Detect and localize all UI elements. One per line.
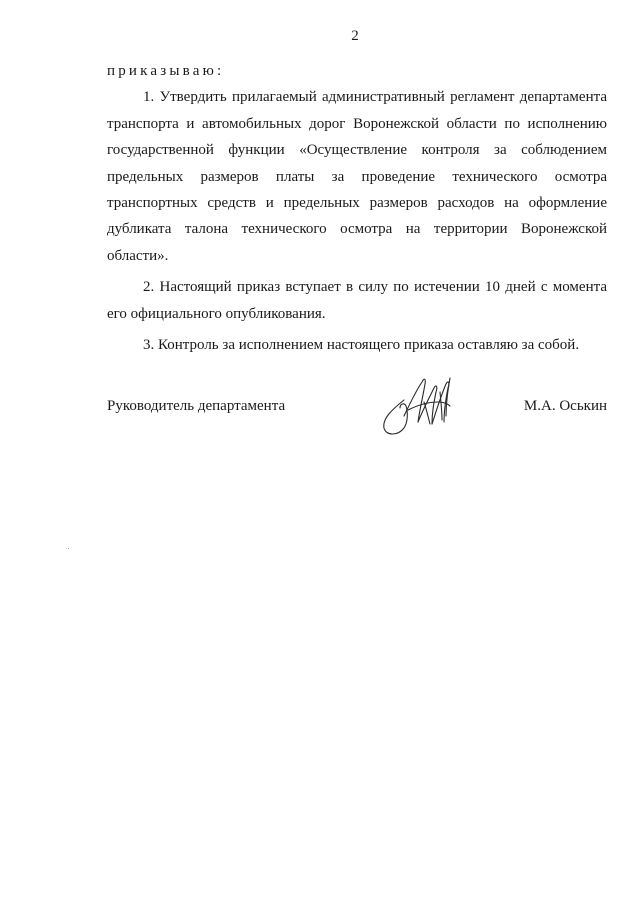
paragraph-3: 3. Контроль за исполнением настоящего приказа оставляю за собой. bbox=[143, 337, 580, 354]
handwritten-signature-icon bbox=[378, 372, 460, 438]
scan-speck bbox=[68, 548, 69, 549]
document-body bbox=[107, 58, 607, 358]
signatory-title: Руководитель департамента bbox=[107, 398, 286, 414]
paragraph-1: 1. Утвердить прилагаемый административный регламент департамента транспорта и автомобильных дорог Воронежской области по исполнению государственной функции «Осуществление контроля за соблюдением предельных размеров платы за проведение технического осмотра транспортных средств и предельных размеров расходов на оформление дубликата талона технического осмотра на территории Воронежской области». bbox=[107, 89, 607, 264]
signature-block bbox=[107, 398, 607, 428]
order-heading: приказываю: bbox=[107, 63, 225, 79]
page-number: 2 bbox=[351, 28, 359, 44]
signatory-name: М.А. Оськин bbox=[523, 398, 607, 414]
paragraph-2: 2. Настоящий приказ вступает в силу по истечении 10 дней с момента его официального опубликования. bbox=[107, 279, 607, 322]
